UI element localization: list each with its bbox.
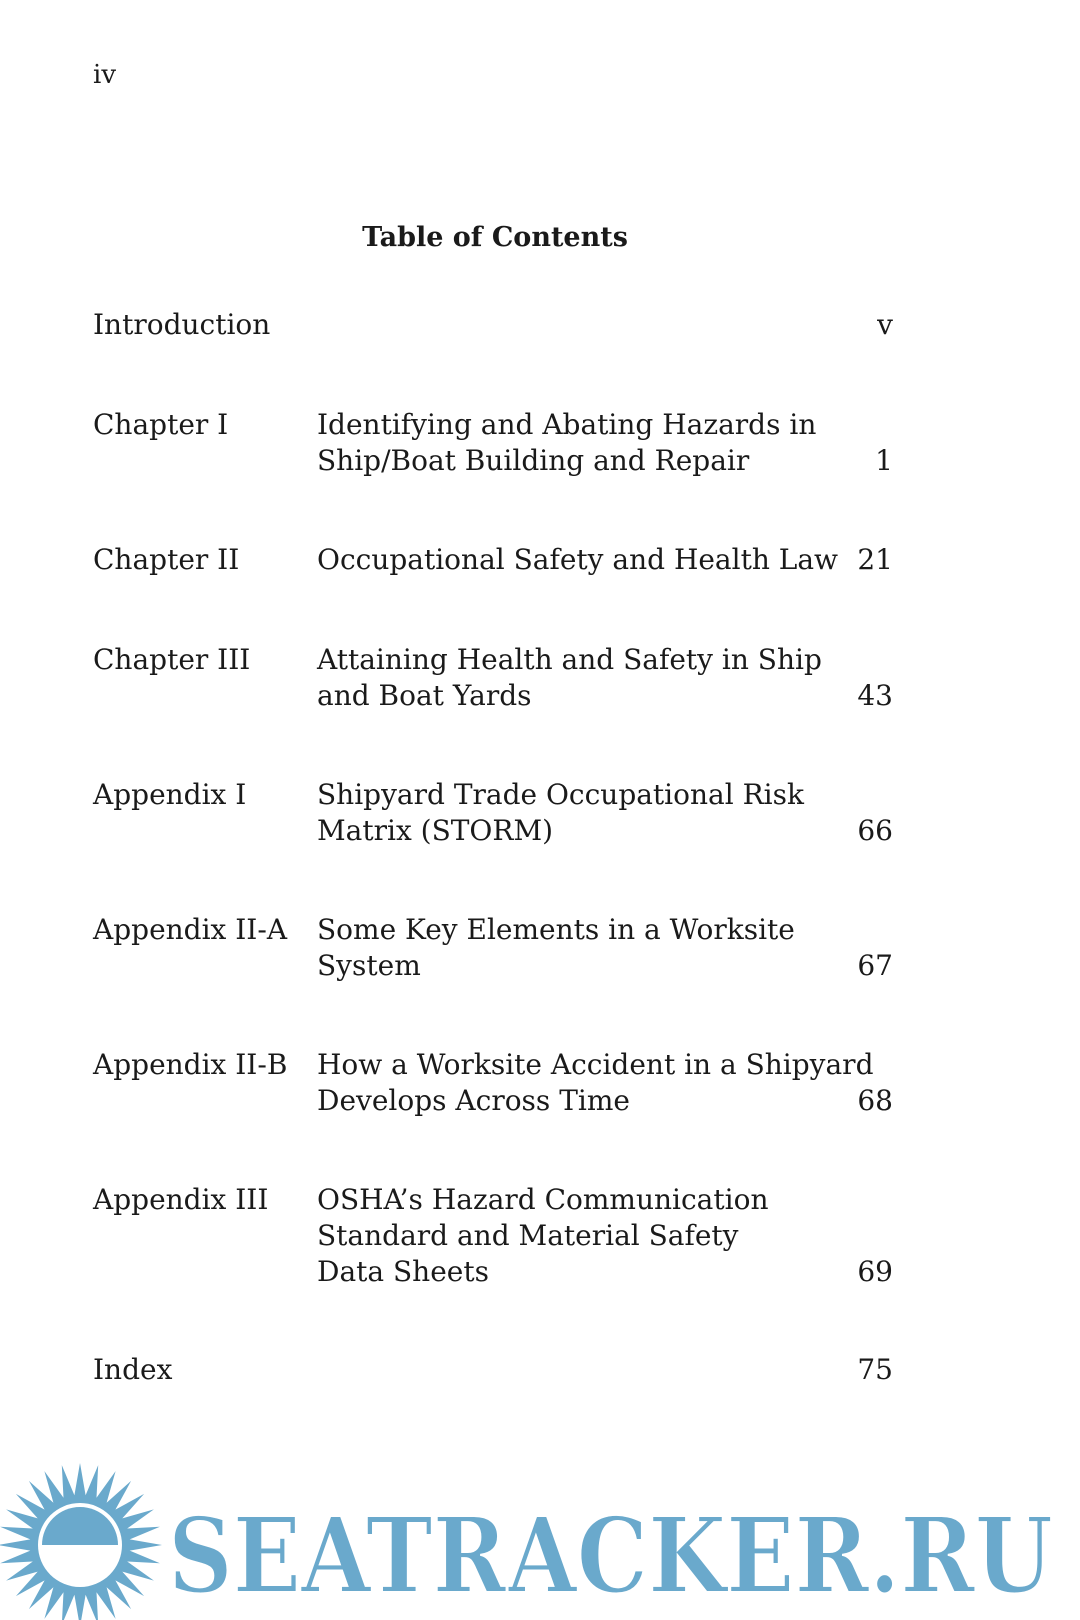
toc-entry-introduction bbox=[93, 307, 893, 343]
toc-entry-title bbox=[317, 1182, 817, 1290]
toc-entry-page: 67 bbox=[857, 949, 893, 982]
toc-entry-title-line: Shipyard Trade Occupational Risk bbox=[317, 778, 804, 811]
toc-entry-title-line: Develops Across Time bbox=[317, 1084, 630, 1117]
toc-entry-page: 69 bbox=[857, 1255, 893, 1288]
toc-entry-label: Appendix II-B bbox=[93, 1048, 288, 1081]
toc-entry-label: Chapter II bbox=[93, 543, 240, 576]
sun-icon bbox=[0, 1463, 162, 1620]
toc-entry-title-line: Data Sheets bbox=[317, 1255, 489, 1288]
toc-entry-label: Chapter III bbox=[93, 643, 251, 676]
toc-entry-label: Appendix I bbox=[93, 778, 247, 811]
page-title: Table of Contents bbox=[362, 222, 628, 253]
toc-entry-page: 75 bbox=[857, 1353, 893, 1386]
toc-entry-index bbox=[93, 1352, 893, 1388]
toc-entry-chapter-iii bbox=[93, 642, 893, 714]
toc-entry-page: 66 bbox=[857, 814, 893, 847]
toc-entry-title bbox=[317, 407, 817, 479]
watermark-text: SEATRACKER.RU bbox=[168, 1494, 1053, 1617]
toc-entry-appendix-iii bbox=[93, 1182, 893, 1290]
toc-entry-title-line: Identifying and Abating Hazards in bbox=[317, 408, 817, 441]
toc-entry-label: Introduction bbox=[93, 308, 271, 341]
toc-entry-title-line: and Boat Yards bbox=[317, 679, 532, 712]
toc-entry-appendix-ii-a bbox=[93, 912, 893, 984]
toc-entry-label: Appendix II-A bbox=[93, 913, 288, 946]
toc-entry-title bbox=[317, 542, 839, 578]
toc-entry-page: 68 bbox=[857, 1084, 893, 1117]
toc-entry-label: Chapter I bbox=[93, 408, 229, 441]
toc-entry-chapter-ii bbox=[93, 542, 893, 578]
watermark bbox=[0, 1460, 1080, 1620]
toc-entry-title-line: How a Worksite Accident in a Shipyard bbox=[317, 1048, 874, 1081]
toc-entry-title-line: Ship/Boat Building and Repair bbox=[317, 444, 750, 477]
toc-entry-title bbox=[317, 777, 817, 849]
toc-entry-label: Index bbox=[93, 1353, 173, 1386]
toc-entry-title-line: OSHA’s Hazard Communication bbox=[317, 1183, 769, 1216]
toc-entry-title-line: Matrix (STORM) bbox=[317, 814, 554, 847]
toc-entry-title bbox=[317, 912, 817, 984]
toc-entry-appendix-i bbox=[93, 777, 893, 849]
toc-entry-title-line: Some Key Elements in a Worksite bbox=[317, 913, 795, 946]
toc-entry-title-line: Attaining Health and Safety in Ship bbox=[317, 643, 822, 676]
toc-entry-title bbox=[317, 642, 822, 714]
toc-entry-title-line: System bbox=[317, 949, 421, 982]
toc-entry-page: 21 bbox=[857, 543, 893, 576]
toc-entry-title bbox=[317, 1047, 874, 1119]
toc-entry-chapter-i bbox=[93, 407, 893, 479]
toc-entry-label: Appendix III bbox=[93, 1183, 269, 1216]
toc-entry-page: v bbox=[877, 308, 893, 341]
page-number: iv bbox=[93, 60, 117, 90]
toc-entry-page: 43 bbox=[857, 679, 893, 712]
toc-entry-title-line: Occupational Safety and Health Law bbox=[317, 543, 839, 576]
toc-entry-appendix-ii-b bbox=[93, 1047, 893, 1119]
toc-entry-page: 1 bbox=[875, 444, 893, 477]
toc-entry-title-line: Standard and Material Safety bbox=[317, 1219, 739, 1252]
